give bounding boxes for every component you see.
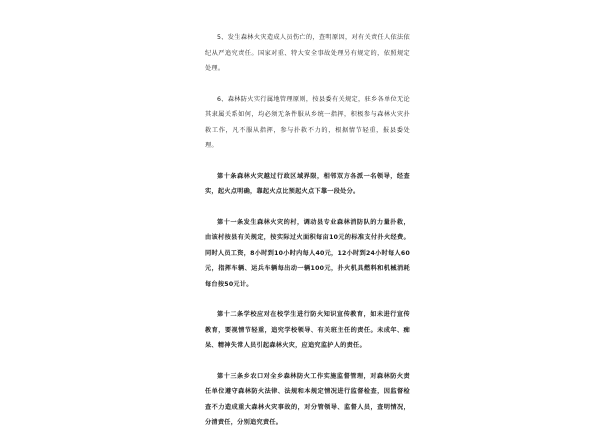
paragraph-item-5: 5、发生森林火灾造成人员伤亡的，查明原因，对有关责任人依法依纪从严追究责任。国家对重、特大安全事故处理另有规定的，依照规定处理。 [205, 34, 410, 72]
paragraph-article-10: 第十条森林火灾越过行政区域界限，相邻双方各派一名领导，经查实，起火点明确，靠起火点比预起火点下靠一段处分。 [205, 172, 410, 195]
document-body [205, 30, 410, 431]
paragraph-item-6: 6、森林防火实行属地管理原则，按县委有关规定，驻乡各单位无论其隶属关系如何，均必须无条件服从乡统一指挥，积极参与森林火灾扑救工作，凡不服从指挥，参与扑救不力的，根据情节轻重，报县委处理。 [205, 95, 410, 149]
paragraph-article-11: 第十一条发生森林火灾的村，调动县专业森林消防队的力量扑救，由该村按县有关规定，按实际过火面积每亩10元的标准支付扑火经费。同时人员工资，8小时到10小时内每人40元，12小时到24小时每人60元，指挥车辆、运兵车辆每出动一辆100元，扑火机具燃料和机械消耗每台按50元计。 [205, 218, 410, 288]
paragraph-article-12: 第十二条学校应对在校学生进行防火知识宣传教育，如未进行宣传教育，要视情节轻重，追究学校领导、有关班主任的责任。未成年、痴呆、精神失常人员引起森林火灾，应追究监护人的责任。 [205, 311, 410, 349]
paragraph-article-13: 第十三条乡农口对全乡森林防火工作实施监督管理，对森林防火责任单位遵守森林防火法律、法规和本规定情况进行监督检查，因监督检查不力造成重大森林火灾事故的，对分管领导、监督人员，查明情况，分清责任，分别追究责任。 [205, 372, 410, 426]
